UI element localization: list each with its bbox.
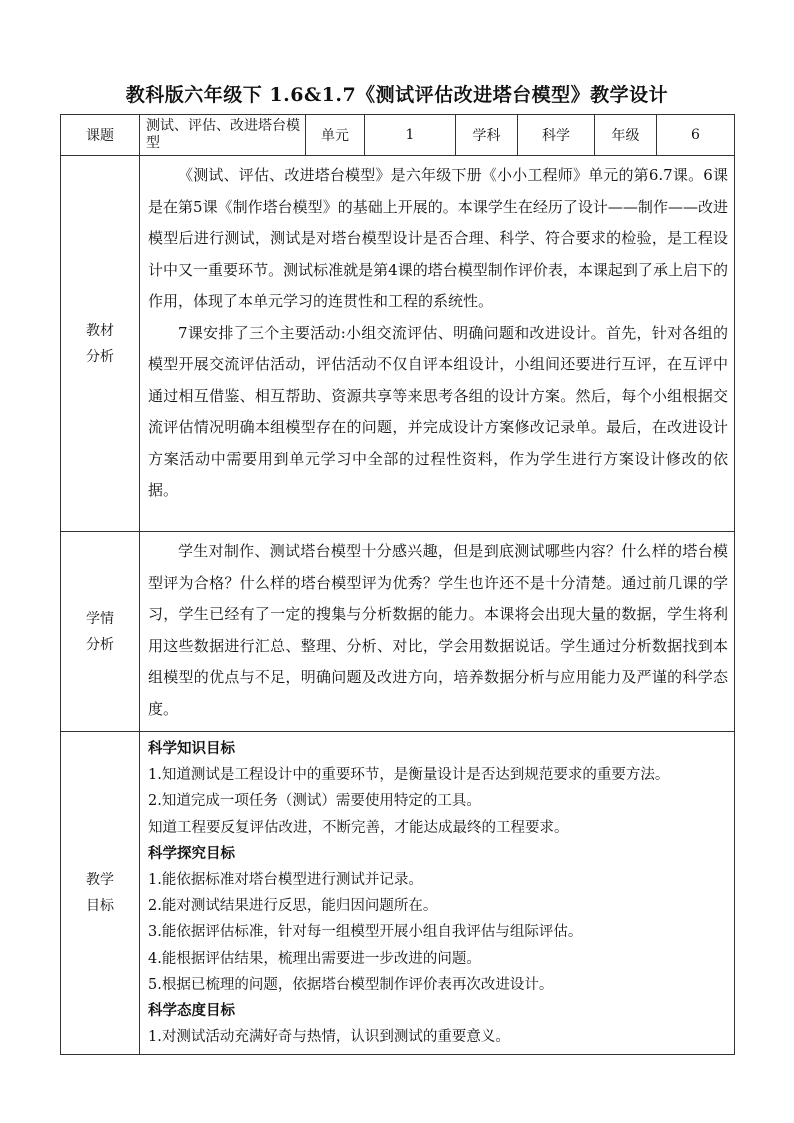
student-analysis-label-line2: 分析 [86,636,114,653]
teaching-goals-label-line1: 教学 [86,872,114,889]
unit-label: 单元 [306,115,365,156]
topic-label: 课题 [61,115,140,156]
header-row [61,115,735,156]
grade-value: 6 [657,115,735,156]
student-analysis-paragraph: 学生对制作、测试塔台模型十分感兴趣，但是到底测试哪些内容？什么样的塔台模型评为合格？什么样的塔台模型评为优秀？学生也许还不是十分清楚。通过前几课的学习，学生已经有了一定的搜集与分析数据的能力。本课将会出现大量的数据，学生将利用这些数据进行汇总、整理、分析、对比，学会用数据说话。学生通过分析数据找到本组模型的优点与不足，明确问题及改进方向，培养数据分析与应用能力及严谨的科学态度。 [148,542,728,718]
unit-value: 1 [365,115,456,156]
subject-label: 学科 [456,115,518,156]
attitude-goal-item: 1.对测试活动充满好奇与热情，认识到测试的重要意义。 [148,1029,510,1046]
knowledge-goal-item: 2.知道完成一项任务（测试）需要使用特定的工具。 [148,793,481,810]
teaching-goals-label-line2: 目标 [86,898,114,915]
material-analysis-paragraph-2: 7课安排了三个主要活动:小组交流评估、明确问题和改进设计。首先，针对各组的模型开展交流评估活动，评估活动不仅自评本组设计，小组间还要进行互评，在互评中通过相互借鉴、相互帮助、资源共享等来思考各组的设计方案。然后，每个小组根据交流评估情况明确本组模型存在的问题，并完成设计方案修改记录单。最后，在改进设计方案活动中需要用到单元学习中全部的过程性资料，作为学生进行方案设计修改的依据。 [148,323,728,499]
knowledge-goal-item: 1.知道测试是工程设计中的重要环节，是衡量设计是否达到规范要求的重要方法。 [148,767,670,784]
knowledge-goal-item: 知道工程要反复评估改进，不断完善，才能达成最终的工程要求。 [148,819,569,836]
inquiry-goal-item: 3.能依据评估标准，针对每一组模型开展小组自我评估与组际评估。 [148,924,583,941]
inquiry-goal-item: 5.根据已梳理的问题，依据塔台模型制作评价表再次改进设计。 [148,976,554,993]
knowledge-goals-heading: 科学知识目标 [148,740,235,757]
inquiry-goal-item: 1.能依据标准对塔台模型进行测试并记录。 [148,872,423,889]
attitude-goals-heading: 科学态度目标 [148,1002,235,1020]
topic-value: 测试、评估、改进塔台模型 [140,115,306,156]
student-analysis-row [61,532,735,732]
material-analysis-paragraph-1: 《测试、评估、改进塔台模型》是六年级下册《小小工程师》单元的第6.7课。6课是在第5课《制作塔台模型》的基础上开展的。本课学生在经历了设计——制作——改进模型后进行测试，测试是对塔台模型设计是否合理、科学、符合要求的检验，是工程设计中又一重要环节。测试标准就是第4课的塔台模型制作评价表，本课起到了承上启下的作用，体现了本单元学习的连贯性和工程的系统性。 [148,166,728,310]
subject-value: 科学 [518,115,595,156]
material-analysis-row [61,156,735,532]
material-analysis-label-line1: 教材 [86,322,114,339]
inquiry-goals-heading: 科学探究目标 [148,844,235,862]
grade-label: 年级 [595,115,657,156]
material-analysis-label-line2: 分析 [86,348,114,365]
student-analysis-label [61,532,140,732]
teaching-goals-content [140,732,735,1055]
inquiry-goal-item: 4.能根据评估结果，梳理出需要进一步改进的问题。 [148,950,481,967]
material-analysis-label [61,156,140,532]
student-analysis-content [140,532,735,732]
inquiry-goal-item: 2.能对测试结果进行反思，能归因问题所在。 [148,898,438,915]
teaching-goals-row [61,732,735,1055]
document-title: 教科版六年级下 1.6&1.7《测试评估改进塔台模型》教学设计 [125,84,669,106]
student-analysis-label-line1: 学情 [86,610,114,627]
material-analysis-content [140,156,735,532]
teaching-goals-label [61,732,140,1055]
lesson-plan-table [60,114,735,1055]
